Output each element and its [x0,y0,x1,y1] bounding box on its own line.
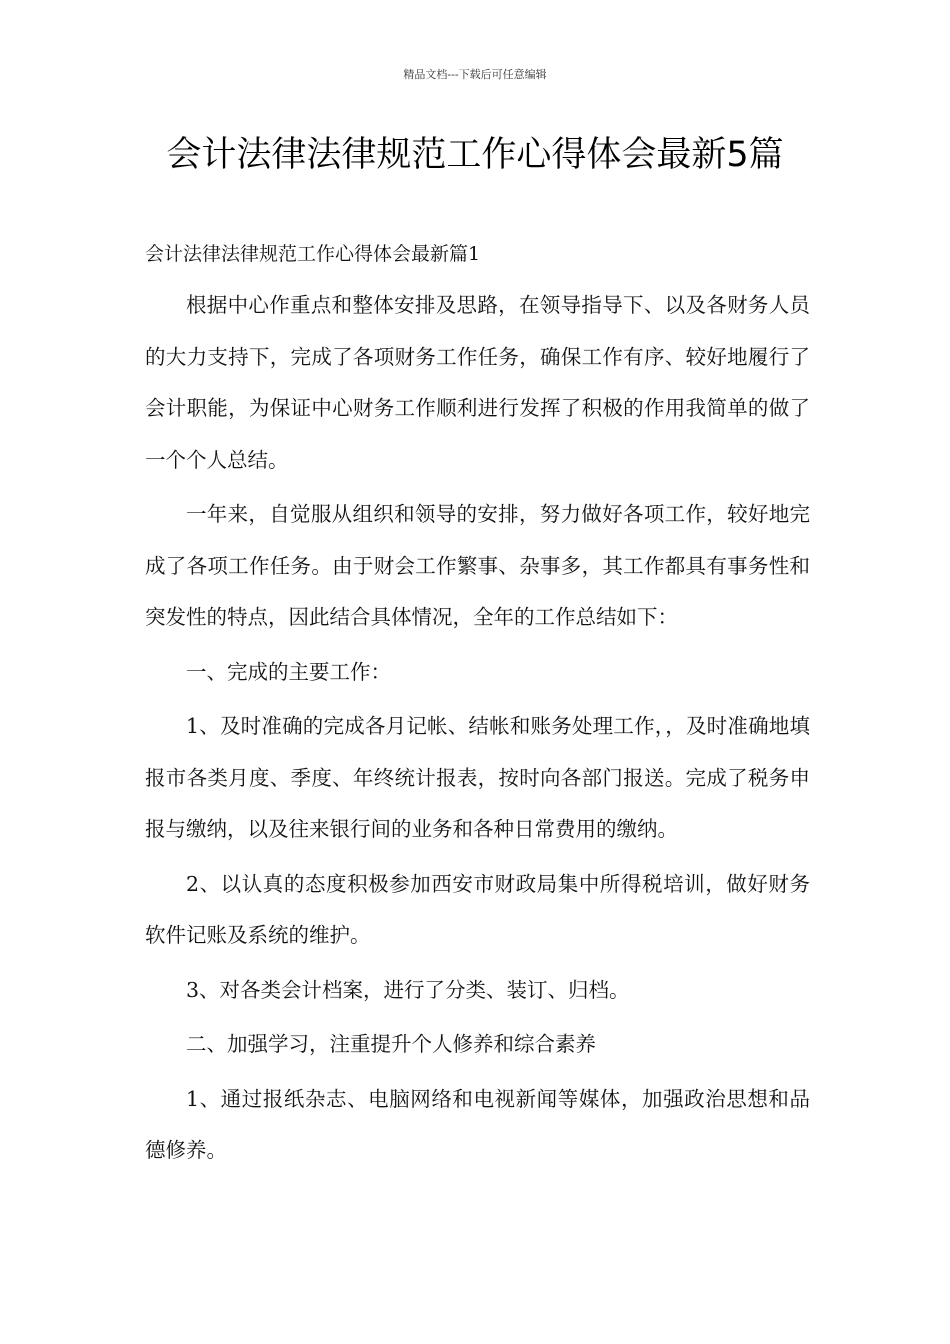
paragraph: 根据中心作重点和整体安排及思路，在领导指导下、以及各财务人员的大力支持下，完成了各项财务工作任务，确保工作有序、较好地履行了会计职能，为保证中心财务工作顺利进行发挥了积极的作用我简单的做了一个个人总结。 [145,293,810,472]
document-title: 会计法律法律规范工作心得体会最新5篇 [166,135,784,175]
document-body [145,238,810,1180]
section-heading: 二、加强学习，注重提升个人修养和综合素养 [186,1032,596,1056]
paragraph: 3、对各类会计档案，进行了分类、装订、归档。 [186,977,630,1002]
paragraph: 一年来，自觉服从组织和领导的安排，努力做好各项工作，较好地完成了各项工作任务。由于财会工作繁事、杂事多，其工作都具有事务性和突发性的特点，因此结合具体情况，全年的工作总结如下： [145,502,810,629]
paragraph: 1、通过报纸杂志、电脑网络和电视新闻等媒体，加强政治思想和品德修养。 [145,1086,810,1162]
section-heading: 一、完成的主要工作： [186,659,391,684]
paragraph: 1、及时准确的完成各月记帐、结帐和账务处理工作，，及时准确地填报市各类月度、季度、年终统计报表，按时向各部门报送。完成了税务申报与缴纳，以及往来银行间的业务和各种日常费用的缴纳。 [145,714,810,841]
paragraph: 2、以认真的态度积极参加西安市财政局集中所得税培训，做好财务软件记账及系统的维护。 [145,871,810,947]
header-note: 精品文档---下载后可任意编辑 [403,68,547,81]
section-subtitle: 会计法律法律规范工作心得体会最新篇1 [145,243,481,265]
